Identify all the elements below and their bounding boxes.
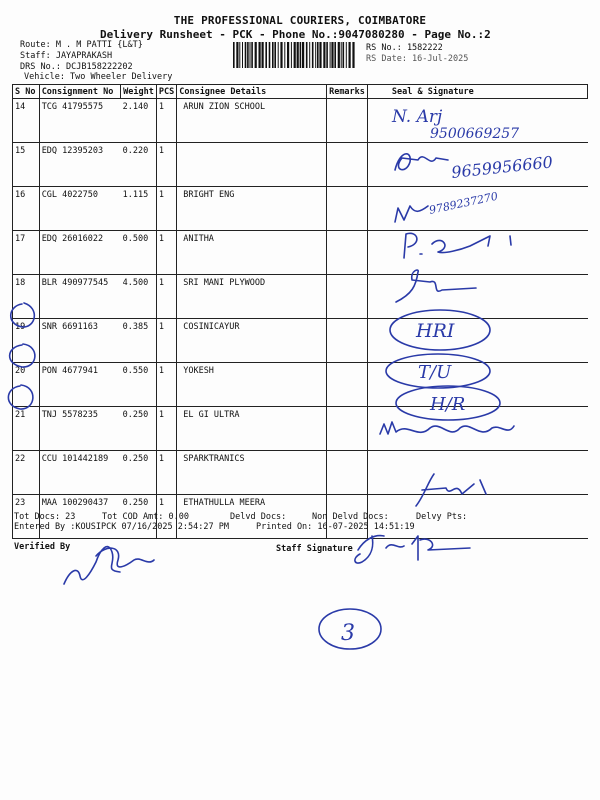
- row-seal-signature: [367, 363, 587, 407]
- page-number-circle: [319, 609, 381, 649]
- table-row: [13, 275, 588, 319]
- table-row: [13, 99, 588, 143]
- row-consignee: [177, 143, 327, 187]
- verified-by-label: Verified By: [14, 542, 71, 552]
- row-remarks: [327, 231, 368, 275]
- staff-handwritten-signature: [355, 536, 470, 563]
- barcode-image: [233, 42, 357, 68]
- row-seal-signature: [367, 99, 587, 143]
- row14-signature-phone: 9500669257: [430, 126, 520, 142]
- col-consignee: Consignee Details: [177, 85, 327, 99]
- row15-signature-phone: 9659956660: [450, 152, 554, 182]
- row-seal-signature: [367, 143, 587, 187]
- row-weight: 4.500: [121, 275, 157, 319]
- table-row: [13, 143, 588, 187]
- row-seal-signature: [367, 451, 587, 495]
- entered-by: Entered By :KOUSIPCK 07/16/2025 2:54:27 PM: [14, 522, 229, 532]
- col-consignment: Consignment No: [39, 85, 120, 99]
- row-consignment-no: BLR 490977545: [39, 275, 120, 319]
- row-consignee: ARUN ZION SCHOOL: [177, 99, 327, 143]
- verifier-signature: [64, 547, 154, 584]
- table-row: [13, 363, 588, 407]
- row-sno: 21: [13, 407, 40, 451]
- delivery-points: Delvy Pts:: [416, 512, 468, 522]
- row-consignment-no: MAA 100290437: [39, 495, 120, 539]
- row-pcs: 1: [156, 319, 176, 363]
- row-pcs: 1: [156, 363, 176, 407]
- row-weight: 0.220: [121, 143, 157, 187]
- row-pcs: 1: [156, 407, 176, 451]
- row-pcs: 1: [156, 451, 176, 495]
- row-sno: 22: [13, 451, 40, 495]
- row-sno: 19: [13, 319, 40, 363]
- row-seal-signature: [367, 187, 587, 231]
- row-consignee: ETHATHULLA MEERA: [177, 495, 327, 539]
- row-weight: 1.115: [121, 187, 157, 231]
- rs-number: RS No.: 1582222: [366, 43, 443, 53]
- row21-stamp-text: H/R: [430, 394, 466, 415]
- row-consignee: ANITHA: [177, 231, 327, 275]
- col-remarks: Remarks: [327, 85, 368, 99]
- row-consignment-no: CCU 101442189: [39, 451, 120, 495]
- row-seal-signature: [367, 231, 587, 275]
- row-pcs: 1: [156, 143, 176, 187]
- row-consignment-no: SNR 6691163: [39, 319, 120, 363]
- row-consignment-no: TNJ 5578235: [39, 407, 120, 451]
- row-weight: 0.250: [121, 407, 157, 451]
- row-weight: 0.250: [121, 495, 157, 539]
- row-sno: 16: [13, 187, 40, 231]
- table-row: [13, 451, 588, 495]
- table-row: [13, 319, 588, 363]
- col-sno: S No: [13, 85, 40, 99]
- row-seal-signature: [367, 407, 587, 451]
- row-remarks: [327, 143, 368, 187]
- row-pcs: 1: [156, 187, 176, 231]
- row-pcs: 1: [156, 495, 176, 539]
- row-remarks: [327, 407, 368, 451]
- row-pcs: 1: [156, 231, 176, 275]
- row-consignee: SPARKTRANICS: [177, 451, 327, 495]
- row-sno: 17: [13, 231, 40, 275]
- vehicle-label: Vehicle: Two Wheeler Delivery: [24, 72, 173, 82]
- row-remarks: [327, 275, 368, 319]
- row14-signature-name: N. Arj: [392, 107, 443, 127]
- row-sno: 15: [13, 143, 40, 187]
- table-row: [13, 231, 588, 275]
- table-row: [13, 187, 588, 231]
- company-title: THE PROFESSIONAL COURIERS, COIMBATORE: [173, 14, 427, 27]
- delivered-docs: Delvd Docs:: [230, 512, 287, 522]
- row-sno: 20: [13, 363, 40, 407]
- non-delivered-docs: Non Delvd Docs:: [312, 512, 389, 522]
- total-docs: Tot Docs: 23: [14, 512, 76, 522]
- row-weight: 0.250: [121, 451, 157, 495]
- route-label: Route: M . M PATTI {L&T}: [20, 40, 143, 50]
- row20-stamp-text: T/U: [418, 362, 452, 383]
- total-cod: Tot COD Amt: 0.00: [102, 512, 189, 522]
- staff-signature-label: Staff Signature: [276, 544, 353, 554]
- runsheet-table: [12, 84, 588, 539]
- row-sno: 14: [13, 99, 40, 143]
- row19-stamp-text: HRI: [416, 320, 455, 342]
- row-weight: 0.385: [121, 319, 157, 363]
- row-consignment-no: TCG 41795575: [39, 99, 120, 143]
- row-consignee: COSINICAYUR: [177, 319, 327, 363]
- row-weight: 0.500: [121, 231, 157, 275]
- row-remarks: [327, 187, 368, 231]
- row16-signature-phone: 9789237270: [427, 189, 500, 217]
- row-seal-signature: [367, 319, 587, 363]
- row-consignment-no: EDQ 26016022: [39, 231, 120, 275]
- row-consignment-no: EDQ 12395203: [39, 143, 120, 187]
- row-sno: 23: [13, 495, 40, 539]
- runsheet-subtitle: Delivery Runsheet - PCK - Phone No.:9047080280 - Page No.:2: [100, 28, 491, 41]
- row-consignee: EL GI ULTRA: [177, 407, 327, 451]
- col-pcs: PCS: [156, 85, 176, 99]
- row-consignee: YOKESH: [177, 363, 327, 407]
- row-remarks: [327, 99, 368, 143]
- row-sno: 18: [13, 275, 40, 319]
- table-row: [13, 407, 588, 451]
- row-seal-signature: [367, 275, 587, 319]
- col-signature: Seal & Signature: [367, 85, 587, 99]
- row-pcs: 1: [156, 275, 176, 319]
- row-weight: 0.550: [121, 363, 157, 407]
- staff-label: Staff: JAYAPRAKASH: [20, 51, 113, 61]
- row-weight: 2.140: [121, 99, 157, 143]
- printed-on: Printed On: 16-07-2025 14:51:19: [256, 522, 415, 532]
- row-consignee: SRI MANI PLYWOOD: [177, 275, 327, 319]
- row-remarks: [327, 363, 368, 407]
- col-weight: Weight: [121, 85, 157, 99]
- row-remarks: [327, 451, 368, 495]
- drs-number: DRS No.: DCJB158222202: [20, 62, 133, 72]
- row-consignee: BRIGHT ENG: [177, 187, 327, 231]
- page-number-handwritten: 3: [341, 621, 355, 646]
- rs-date: RS Date: 16-Jul-2025: [366, 54, 469, 64]
- row-consignment-no: CGL 4022750: [39, 187, 120, 231]
- row-pcs: 1: [156, 99, 176, 143]
- row-consignment-no: PON 4677941: [39, 363, 120, 407]
- table-header-row: [13, 85, 588, 99]
- row-remarks: [327, 319, 368, 363]
